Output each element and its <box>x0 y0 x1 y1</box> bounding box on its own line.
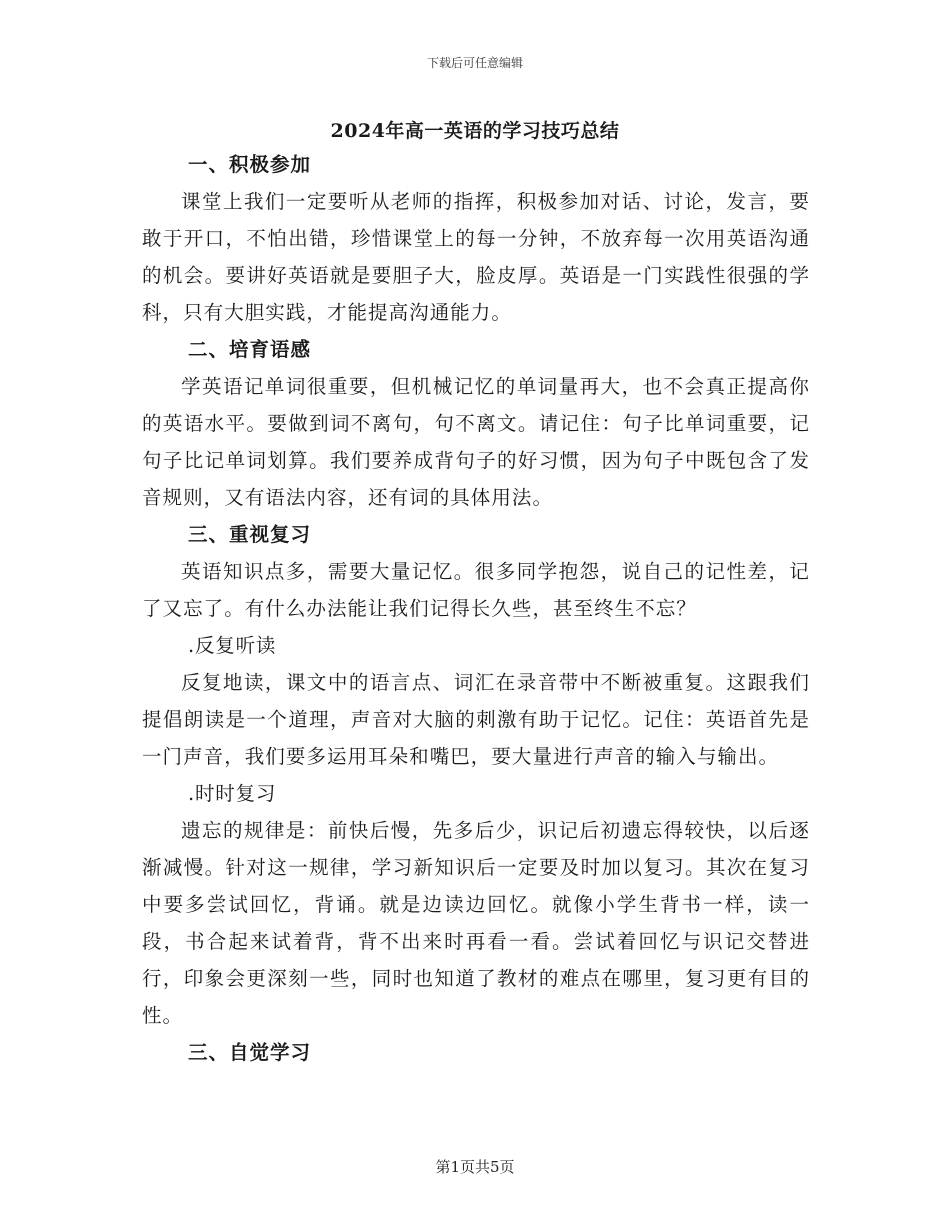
paragraph: 反复地读，课文中的语言点、词汇在录音带中不断被重复。这跟我们提倡朗读是一个道理，声音对大脑的刺激有助于记忆。记住：英语首先是一门声音，我们要多运用耳朵和嘴巴，要大量进行声音的输入与输出。 <box>142 671 810 768</box>
paragraph: 英语知识点多，需要大量记忆。很多同学抱怨，说自己的记性差，记了又忘了。有什么办法能让我们记得长久些，甚至终生不忘？ <box>142 560 810 620</box>
page-number: 第1页共5页 <box>435 1158 515 1176</box>
section-heading: 三、重视复习 <box>188 523 312 546</box>
paragraph: 学英语记单词很重要，但机械记忆的单词量再大，也不会真正提高你的英语水平。要做到词不离句，句不离文。请记住：句子比单词重要，记句子比记单词划算。我们要养成背句子的好习惯，因为句子中既包含了发音规则，又有语法内容，还有词的具体用法。 <box>142 375 810 509</box>
paragraph: 课堂上我们一定要听从老师的指挥，积极参加对话、讨论，发言，要敢于开口，不怕出错，珍惜课堂上的每一分钟，不放弃每一次用英语沟通的机会。要讲好英语就是要胆子大，脸皮厚。英语是一门实践性很强的学科，只有大胆实践，才能提高沟通能力。 <box>142 190 810 324</box>
paragraph: 遗忘的规律是：前快后慢，先多后少，识记后初遗忘得较快，以后逐渐减慢。针对这一规律，学习新知识后一定要及时加以复习。其次在复习中要多尝试回忆，背诵。就是边读边回忆。就像小学生背书一样，读一段，书合起来试着背，背不出来时再看一看。尝试着回忆与识记交替进行，印象会更深刻一些，同时也知道了教材的难点在哪里，复习更有目的性。 <box>142 819 810 1027</box>
header-note: 下载后可任意编辑 <box>426 56 523 70</box>
sub-heading: .时时复习 <box>188 782 277 805</box>
section-heading: 二、培育语感 <box>188 338 312 361</box>
document-body <box>142 146 810 1071</box>
document-title: 2024年高一英语的学习技巧总结 <box>330 120 620 142</box>
section-heading: 三、自觉学习 <box>188 1041 312 1064</box>
section-heading: 一、积极参加 <box>188 153 312 176</box>
sub-heading: .反复听读 <box>188 634 277 657</box>
